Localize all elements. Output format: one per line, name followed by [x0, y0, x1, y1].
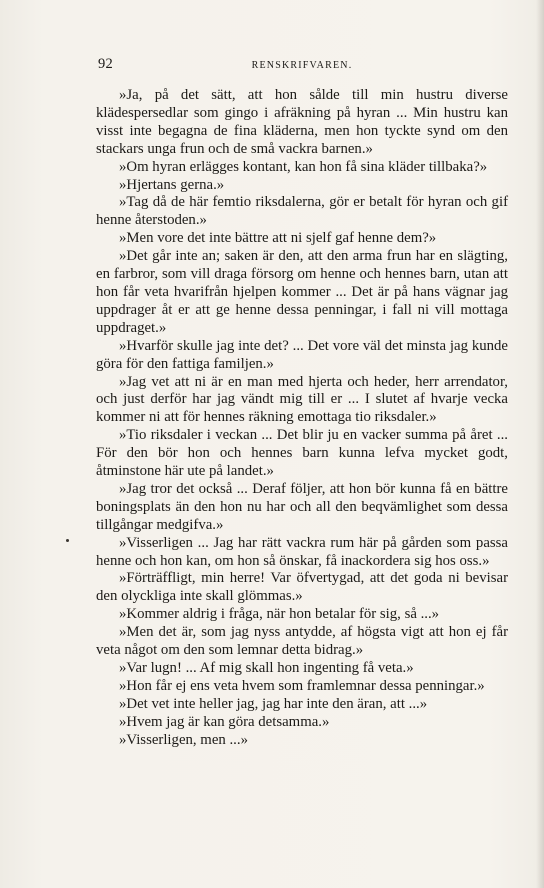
paragraph: »Visserligen, men ...» [119, 731, 248, 748]
paragraph: »Var lugn! ... Af mig skall hon ingenting få veta.» [119, 660, 414, 676]
paragraph: »Men vore det inte bättre att ni sjelf gaf henne dem?» [119, 230, 437, 247]
body-text [96, 87, 508, 750]
paragraph: »Ja, på det sätt, att hon sålde till min hustru diverse klädespersedlar som gingo i afräkning på hyran ... Min hustru kan visst inte begagna de fina kläderna, men hon tyckte synd om den stackars unga frun och de små vackra barnen.» [96, 87, 508, 157]
paragraph: »Visserligen ... Jag har rätt vackra rum här på gården som passa henne och hon kan, om hon så önskar, få inackordera sig hos oss.» [96, 534, 508, 569]
paragraph: »Tio riksdaler i veckan ... Det blir ju en vacker summa på året ... För den bör hon och hennes barn kunna lefva mycket godt, åtminstone här ute på landet.» [96, 427, 508, 480]
margin-mark [66, 539, 69, 542]
page-header [96, 56, 508, 76]
page-number: 92 [98, 56, 114, 72]
paragraph: »Jag vet att ni är en man med hjerta och heder, herr arrendator, och just derför har jag vändt mig till er ... I slutet af hvarje vecka kommer ni att för hennes räkning emottaga tio riksdaler.» [96, 373, 508, 426]
paragraph: »Tag då de här femtio riksdalerna, gör er betalt för hyran och gif henne återstoden.» [96, 194, 508, 229]
paragraph: »Det går inte an; saken är den, att den arma frun har en slägting, en farbror, som vill draga försorg om henne och hennes barn, utan att hon får veta hvarifrån hjelpen kommer ... Det är på hans vägnar jag uppdrager åt er att ge henne dessa penningar, i fall ni vill mottaga uppdraget.» [96, 248, 508, 336]
paragraph: »Hvem jag är kan göra detsamma.» [119, 713, 330, 730]
page-edge-shadow [536, 0, 544, 888]
paragraph: »Om hyran erlägges kontant, kan hon få sina kläder tillbaka?» [119, 158, 488, 175]
paragraph: »Men det är, som jag nyss antydde, af högsta vigt att hon ej får veta något om den som lemnar detta bidrag.» [96, 624, 508, 659]
paragraph: »Hvarför skulle jag inte det? ... Det vore väl det minsta jag kunde göra för den fattiga familjen.» [96, 337, 508, 372]
paragraph: »Jag tror det också ... Deraf följer, att hon bör kunna få en bättre boningsplats än den hon nu har och all den beqvämlighet som dessa tillgångar medgifva.» [96, 480, 508, 533]
running-head: RENSKRIFVAREN. [251, 60, 353, 71]
paragraph: »Det vet inte heller jag, jag har inte den äran, att ...» [119, 695, 428, 712]
paragraph: »Förträffligt, min herre! Var öfvertygad, att det goda ni bevisar den olyckliga inte skall glömmas.» [96, 570, 508, 605]
paragraph: »Hjertans gerna.» [119, 176, 225, 193]
paragraph: »Hon får ej ens veta hvem som framlemnar dessa penningar.» [119, 677, 485, 694]
paragraph: »Kommer aldrig i fråga, när hon betalar för sig, så ...» [119, 606, 440, 623]
